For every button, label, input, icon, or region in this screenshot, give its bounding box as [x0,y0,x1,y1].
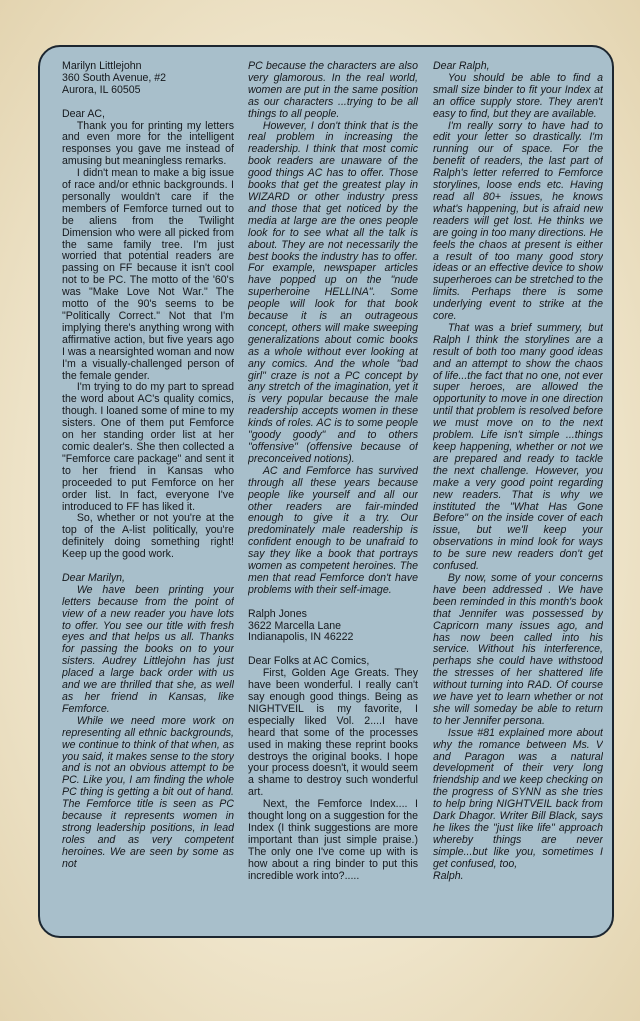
sender-street: 360 South Avenue, #2 [62,71,167,84]
letter-paragraph: I didn't mean to make a big issue of race and/or ethnic backgrounds. I personally wouldn't care if the members of Femforce turned out to be aliens from the Twilight Dimension who were all picked from the same family tree. I'm just worried that potential readers are passing on FF because it isn't cool not to be PC. The motto of the '60's was "Make Love Not War." The motto of the 90's seems to be "Politically Correct." Not that I'm implying there's anything wrong with affirmative action, but five years ago I was a nearsighted woman and now I'm a visually-challenged person of the female gender. [62,167,234,382]
sender-city: Aurora, IL 60505 [62,83,141,96]
letter-paragraph: I'm trying to do my part to spread the word about AC's quality comics, though. I loaned some of mine to my sisters. One of them put Femforce on her standing order list at her comic dealer's. She then collected a "Femforce care package" and sent it to her friend in Kansas who proceeded to put Femforce on her order list. In fact, everyone I've introduced to FF has liked it. [62,381,234,513]
reply-paragraph: You should be able to find a small size binder to fit your Index at an office supply store. They aren't easy to find, but they are available. [433,71,603,120]
letter-paragraph: First, Golden Age Greats. They have been wonderful. I really can't say enough good things. Being as NIGHTVEIL is my favorite, I especially liked Vol. 2....I have heard that some of the processes used in making these reprint books destroys the original books. I hope your process doesn't, it would seem a shame to destroy such wonderful art. [248,667,418,799]
letter-salutation: Dear AC, [62,107,105,120]
sender-street: 3622 Marcella Lane [248,619,342,632]
letter-paragraph: So, whether or not you're at the top of the A-list politically, you're definitely doing something right! Keep up the good work. [62,512,234,561]
column-2 [248,61,418,928]
reply-paragraph: I'm really sorry to have had to edit your letter so drastically. I'm running our of space. For the benefit of readers, the last part of Ralph's letter referred to Femforce storylines, loose ends etc. Having read all 80+ issues, he knows what's happening, but is afraid new readers will get lost. He thinks we are going in too many directions. He feels the chaos at present is either a result of too many good story ideas or an effective device to show superheroes can be stretched to the limits. Perhaps there is some underlying event to strike at the core. [433,119,603,323]
letters-panel [38,45,614,938]
reply-paragraph: However, I don't think that is the real problem in increasing the readership. I think that most comic book readers are unaware of the good things AC has to offer. Those books that get the greatest play in WIZARD or other industry press and those that get noticed by the media at large are the ones people look for to see what all the talk is about. They are not necessarily the best books the industry has to offer. For example, newspaper articles have popped up on the "nude superheroine HELLINA". Some people will look for that book because it is an outrageous concept, others will make sweeping generalizations about comic books as a whole without ever looking at any comics. And the whole "bad girl" craze is not a PC concept by any stretch of the imagination, yet it is very popular because the male readership accepts women in these kinds of roles. AC is to some people "goody goody" and to others "offensive" (offensive because of preconceived notions). [248,119,418,465]
sender-city: Indianapolis, IN 46222 [248,631,354,644]
reply-paragraph: We have been printing your letters because from the point of view of a new reader you have lots to offer. You see our title with fresh eyes and that helps us all. Thanks for passing the books on to your sisters. Audrey Littlejohn has just placed a large back order with us and we are thrilled that she, as well as her friend in Kansas, like Femforce. [62,583,234,715]
reply-salutation: Dear Marilyn, [62,571,125,584]
reply-signature: Ralph. [433,869,464,882]
reply-salutation: Dear Ralph, [433,61,490,72]
column-1 [62,61,234,928]
letter-paragraph: Thank you for printing my letters and even more for the intelligent responses you gave me instead of amusing but meaningless remarks. [62,119,234,168]
letter-salutation: Dear Folks at AC Comics, [248,655,370,668]
reply-paragraph: PC because the characters are also very glamorous. In the real world, women are put in the same position as our characters ...trying to be all things to all people. [248,61,418,120]
sender-name: Ralph Jones [248,607,307,620]
reply-paragraph: That was a brief summery, but Ralph I think the storylines are a result of both too many good ideas and an attempt to show the chaos of life...the fact that no one, not ever super heroes, are allowed the opportunity to move in one direction until that problem is resolved before we must move on to the next problem. Life isn't simple ...things keep happening, whether or not we are prepared and ready to tackle the next challenge. However, you make a very good point regarding new readers. That is why we instituted the "What Has Gone Before" on the inside cover of each issue, but we'll keep your observations in mind look for ways to be sure new readers don't get confused. [433,321,603,573]
reply-paragraph: Issue #81 explained more about why the romance between Ms. V and Paragon was a natural development of their very long friendship and we keep checking on the progress of SYNN as she tries to help bring NIGHTVEIL back from Dark Dhagor. Writer Bill Black, says he likes the "just like life" approach whereby things are never simple...but like you, sometimes I get confused, too, [433,726,603,870]
reply-paragraph: By now, some of your concerns have been addressed . We have been reminded in this month's book that Jennifer was possessed by Capricorn many issues ago, and has now been called into his service. Without his interference, perhaps she could have withstood the stresses of her shattered life without turning into RAD. Of course we have yet to learn whether or not she will someday be able to return to her Jennifer persona. [433,571,603,727]
sender-name: Marilyn Littlejohn [62,61,142,72]
reply-paragraph: While we need more work on representing all ethnic backgrounds, we continue to think of that when, as you said, it makes sense to the story and is not an obvious attempt to be PC. Like you, I am finding the whole PC thing is getting a bit out of hand. The Femforce title is seen as PC because it represents women in strong leadership positions, in lead roles and as very competent heroines. We are seen by some as not [62,714,234,870]
reply-paragraph: AC and Femforce has survived through all these years because people like yourself and all our other readers are fair-minded enough to give it a try. Our predominately male readership is confident enough to be unafraid to say they like a book that portrays women as competent heroines. The men that read Femforce don't have problems with their self-image. [248,464,418,596]
letter-paragraph: Next, the Femforce Index.... I thought long on a suggestion for the Index (I think suggestions are more important than just simple praise.) The only one I've come up with is how about a ring binder to put this incredible work into?..... [248,798,418,882]
column-3 [433,61,603,928]
